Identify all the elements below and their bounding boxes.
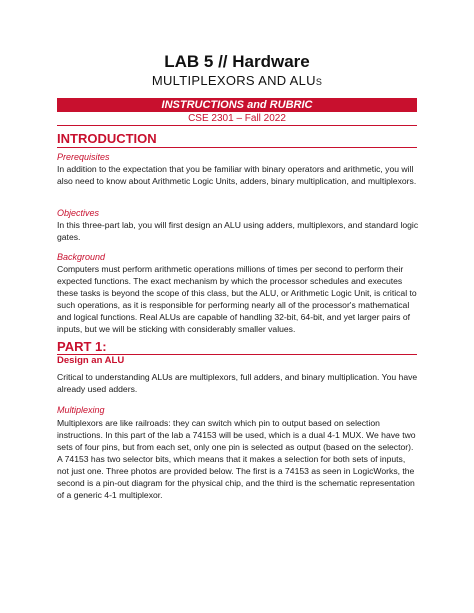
prerequisites-text: In addition to the expectation that you be familiar with binary operators and arithmetic, you will also need to know about Arithmetic Logic Units, adders, binary multiplication, and multiplexors.	[57, 164, 417, 186]
background-label: Background	[57, 252, 106, 262]
introduction-heading: INTRODUCTION	[57, 131, 157, 146]
objectives-label: Objectives	[57, 208, 100, 218]
background-text: Computers must perform arithmetic operations millions of times per second to perform their expected functions. The exact mechanism by which the processor schedules and executes these tasks is beyond the scope of this class, but the ALU, or Arithmetic Logic Unit, is critical to such operations, as it is responsible for performing nearly all of the processor's mathematical and logical functions. Real ALUs are capable of handling 32-bit, 64-bit, and yet larger pairs of inputs, but we will be sticking with considerably smaller values.	[57, 264, 417, 334]
part1-intro-text: Critical to understanding ALUs are multiplexors, full adders, and binary multiplication. You have already used adders.	[57, 372, 418, 394]
multiplexing-text: Multiplexors are like railroads: they can switch which pin to output based on selection instructions. In this part of the lab a 74153 will be used, which is a dual 4-1 MUX. We have two sets of four pins, but from each set, only one pin is selected as output (based on the selector). A 74153 has two selector bits, which means that it makes a selection for both sets of inputs, not just one. Three photos are provided below. The first is a 74153 as seen in LogicWorks, the second is a pin-out diagram for the physical chip, and the third is the schematic representation of a generic 4-1 multiplexor.	[57, 418, 416, 500]
lab-subtitle: MULTIPLEXORS AND ALUs	[151, 73, 323, 88]
introduction-underline	[57, 147, 417, 148]
instructions-banner: INSTRUCTIONS and RUBRIC	[57, 98, 417, 112]
multiplexing-label: Multiplexing	[57, 405, 105, 415]
part1-heading: PART 1:	[57, 339, 107, 354]
objectives-text: In this three-part lab, you will first design an ALU using adders, multiplexors, and standard logic gates.	[57, 220, 419, 242]
course-line: CSE 2301 – Fall 2022	[188, 113, 286, 124]
part1-subheading: Design an ALU	[57, 355, 125, 366]
header-divider	[57, 125, 417, 126]
prerequisites-label: Prerequisites	[57, 152, 110, 162]
lab-title: LAB 5 // Hardware	[164, 52, 310, 71]
